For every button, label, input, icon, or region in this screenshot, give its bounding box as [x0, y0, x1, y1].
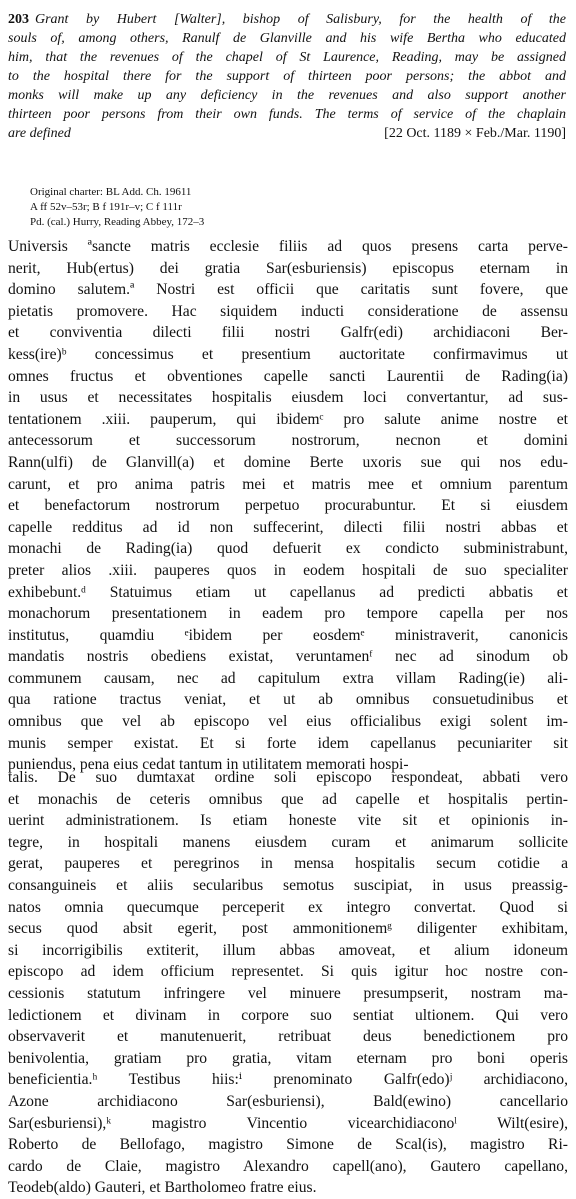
- document-number: 203: [8, 12, 29, 27]
- text-line: episcopo ad idem officium representet. Si quis igitur hoc nostre con-: [8, 963, 568, 981]
- text-line: monachorum presentationem in eadem pro tempore capella per nos: [8, 605, 568, 623]
- text-line: munis semper existat. Et si forte idem capellanus pecuniariter sit: [8, 734, 568, 752]
- text-line: preter alios .xiii. pauperes quos in eodem hospitali de suo specialiter: [8, 561, 568, 579]
- text-line: kess(ire)ᵇ concessimus et presentium auctoritate confirmavimus ut: [8, 345, 568, 363]
- text-line: exhibebunt.ᵈ Statuimus etiam ut capellanus ad predicti abbatis et: [8, 583, 568, 601]
- heading-line: monks will make up any deficiency in the revenues and also support another: [8, 88, 566, 103]
- text-line: gerat, pauperes et peregrinos in mensa hospitalis secum cotidie a: [8, 855, 568, 873]
- heading-line: 203 Grant by Hubert [Walter], bishop of Salisbury, for the health of the: [8, 12, 566, 27]
- text-line: Roberto de Bellofago, magistro Simone de Scal(is), magistro Ri-: [8, 1136, 568, 1154]
- source-line: Original charter: BL Add. Ch. 19611: [30, 186, 192, 198]
- text-line: mandatis nostris obediens existat, veruntamenᶠ nec ad sinodum ob: [8, 648, 568, 666]
- text-line: Universis ªsancte matris ecclesie filiis ad quos presens carta perve-: [8, 238, 568, 255]
- text-line: Sar(esburiensi),ᵏ magistro Vincentio vicearchidiaconoˡ Wilt(esire),: [8, 1114, 568, 1132]
- text-line: cessionis statutum infringere vel minuere presumpserit, nostram ma-: [8, 984, 568, 1002]
- text-line: benivolentia, gratiam pro gratia, vitam eternam pro boni operis: [8, 1049, 568, 1067]
- document-heading: [8, 10, 566, 143]
- text-line: pietatis promovere. Hac siquidem inducti consideratione de assensu: [8, 302, 568, 320]
- text-line: qua ratione tractus veniat, et ut ab omnibus consuetudinibus et: [8, 691, 568, 709]
- text-line: nerit, Hub(ertus) dei gratia Sar(esburiensis) episcopus eternam in: [8, 259, 568, 277]
- text-line: capelle redditus ad id non suffecerint, dilecti filii nostri abbas et: [8, 518, 568, 536]
- text-line: institutus, quamdiu ᵉibidem per eosdemᵉ ministraverit, canonicis: [8, 626, 568, 644]
- source-references: [30, 185, 550, 230]
- text-line: carunt, et pro anima patris mei et matris mee et omnium parentum: [8, 475, 568, 493]
- charter-text-part1: [8, 236, 568, 776]
- text-line: Rann(ulfi) de Glanvill(a) et domine Berte uxoris sue qui nos edu-: [8, 453, 568, 471]
- text-line: et benefactorum nostrorum perpetuo procurabuntur. Et si eiusdem: [8, 497, 568, 515]
- heading-line: souls of, among others, Ranulf de Glanville and his wife Bertha who educated: [8, 31, 566, 46]
- text-line: consanguineis et aliis secularibus semotus suscipiat, in usus preassig-: [8, 876, 568, 894]
- text-line: beneficientia.ʰ Testibus hiis:ⁱ prenominato Galfr(edo)ʲ archidiacono,: [8, 1071, 568, 1089]
- text-line: omnibus que vel ab episcopo vel eius officialibus exigi solent im-: [8, 713, 568, 731]
- heading-line: to the hospital there for the support of thirteen poor persons; the abbot and: [8, 69, 566, 84]
- text-line: cardo de Claie, magistro Alexandro capell(ano), Gautero capellano,: [8, 1157, 568, 1175]
- text-line: antecessorum et successorum nostrorum, necnon et domini: [8, 432, 568, 450]
- text-line: Azone archidiacono Sar(esburiensi), Bald(ewino) cancellario: [8, 1092, 568, 1110]
- source-line: A ff 52v–53r; B f 191r–v; C f 111r: [30, 201, 182, 213]
- text-line: domino salutem.ª Nostri est officii que caritatis sunt fovere, que: [8, 281, 568, 299]
- heading-line: are defined [22 Oct. 1189 × Feb./Mar. 1190]: [8, 126, 566, 141]
- text-line: Teodeb(aldo) Gauteri, et Bartholomeo fratre eius.: [8, 1179, 317, 1197]
- text-line: tentationem .xiii. pauperum, qui ibidemᶜ pro salute anime nostre et: [8, 410, 568, 428]
- text-line: et monachis de ceteris omnibus que ad capelle et hospitalis pertin-: [8, 790, 568, 808]
- text-line: observaverit et manutenuerit, retribuat deus benedictionem pro: [8, 1028, 568, 1046]
- text-line: in usus et necessitates hospitalis eiusdem loci convertantur, ad sus-: [8, 389, 568, 407]
- source-line: Pd. (cal.) Hurry, Reading Abbey, 172–3: [30, 216, 205, 228]
- text-line: puniendus, pena eius cedat tantum in utilitatem memorati hospi-: [8, 756, 409, 774]
- text-line: secus quod absit egerit, post ammonitionemᵍ diligenter exhibitam,: [8, 920, 568, 938]
- heading-line: him, that the revenues of the chapel of St Laurence, Reading, may be assigned: [8, 50, 566, 65]
- heading-line: thirteen poor persons from their own funds. The terms of service of the chaplain: [8, 107, 566, 122]
- document-date: [22 Oct. 1189 × Feb./Mar. 1190]: [384, 126, 566, 141]
- text-line: si incorrigibilis extiterit, illum abbas amoveat, et alium idoneum: [8, 941, 568, 959]
- text-line: natos omnia quecumque perceperit ex integro convertat. Quod si: [8, 898, 568, 916]
- text-line: tegre, in hospitali manens eiusdem curam et animarum sollicite: [8, 833, 568, 851]
- text-line: uerint administrationem. Is etiam honeste vite sit et opinionis in-: [8, 812, 568, 830]
- text-line: monachi de Rading(ia) quod defuerit ex condicto subministrabunt,: [8, 540, 568, 558]
- text-line: communem causam, nec ad capitulum extra villam Rading(ie) ali-: [8, 669, 568, 687]
- text-line: omnes fructus et obventiones capelle sancti Laurentii de Rading(ia): [8, 367, 568, 385]
- text-line: et conviventia dilecti filii nostri Galfr(edi) archidiaconi Ber-: [8, 324, 568, 342]
- charter-text-part2: [8, 767, 568, 1199]
- text-line: talis. De suo dumtaxat ordine soli episcopo respondeat, abbati vero: [8, 769, 568, 786]
- text-line: ledictionem et divinam in corpore suo sentiat ultionem. Qui vero: [8, 1006, 568, 1024]
